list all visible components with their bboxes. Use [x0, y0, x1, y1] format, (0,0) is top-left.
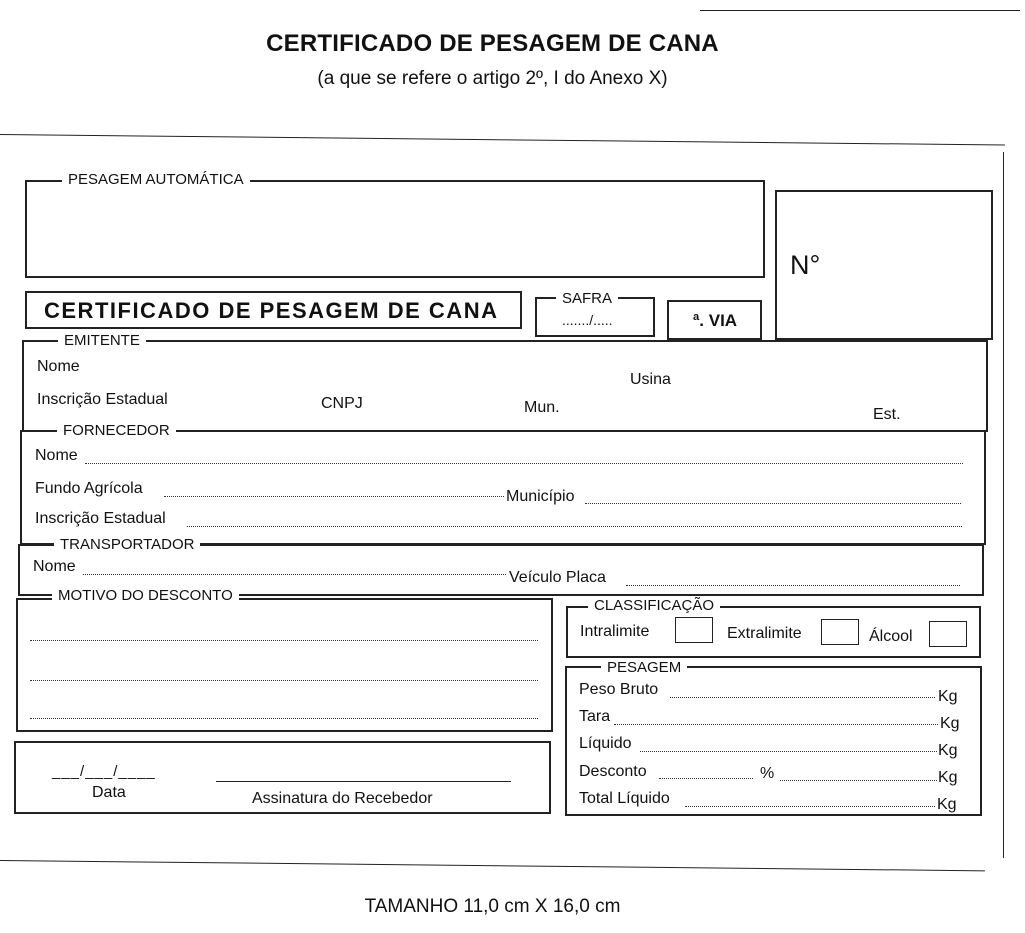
emitente-mun-label: Mun. — [524, 399, 560, 416]
pesagem-automatica-box — [25, 180, 765, 278]
emitente-legend: EMITENTE — [58, 333, 146, 349]
classificacao-extralimite-label: Extralimite — [727, 625, 802, 642]
tara-unit: Kg — [940, 715, 960, 732]
fornecedor-inscricao-line[interactable] — [187, 526, 962, 527]
fornecedor-nome-label: Nome — [35, 447, 78, 464]
assinatura-label: Assinatura do Recebedor — [252, 790, 433, 807]
emitente-est-label: Est. — [873, 406, 901, 423]
transportador-nome-label: Nome — [33, 558, 76, 575]
emitente-inscricao-label: Inscrição Estadual — [37, 391, 168, 408]
signature-line[interactable] — [216, 781, 511, 782]
motivo-box — [16, 598, 553, 732]
peso-bruto-label: Peso Bruto — [579, 681, 659, 698]
fornecedor-municipio-line[interactable] — [585, 503, 961, 504]
classificacao-alcool-checkbox[interactable] — [929, 621, 967, 647]
classificacao-intralimite-label: Intralimite — [580, 623, 650, 640]
liquido-line[interactable] — [640, 751, 937, 752]
transportador-veiculo-label: Veículo Placa — [509, 569, 606, 586]
liquido-unit: Kg — [938, 742, 958, 759]
emitente-box — [22, 340, 988, 432]
peso-bruto-line[interactable] — [670, 697, 935, 698]
certificado-title: CERTIFICADO DE PESAGEM DE CANA — [44, 298, 499, 323]
transportador-nome-line[interactable] — [83, 574, 506, 575]
date-field[interactable]: ___/___/____ — [52, 763, 156, 780]
top-edge-line — [700, 10, 1020, 11]
data-label: Data — [92, 784, 126, 801]
form-bottom-line — [0, 860, 985, 871]
emitente-usina-label: Usina — [630, 371, 671, 388]
page-subtitle: (a que se refere o artigo 2º, I do Anexo X) — [317, 68, 668, 89]
total-liquido-unit: Kg — [937, 796, 957, 813]
fornecedor-fundo-line[interactable] — [164, 496, 504, 497]
motivo-line-3[interactable] — [30, 718, 538, 719]
desconto-kg-line[interactable] — [780, 780, 937, 781]
pesagem-automatica-legend: PESAGEM AUTOMÁTICA — [62, 172, 250, 188]
safra-legend: SAFRA — [556, 291, 618, 307]
via-label: ª. VIA — [693, 311, 738, 330]
desconto-line[interactable] — [659, 778, 753, 779]
motivo-line-2[interactable] — [30, 680, 538, 681]
classificacao-alcool-label: Álcool — [869, 628, 913, 645]
desconto-label: Desconto — [579, 763, 647, 780]
emitente-nome-label: Nome — [37, 358, 80, 375]
motivo-legend: MOTIVO DO DESCONTO — [52, 588, 239, 604]
page-title: CERTIFICADO DE PESAGEM DE CANA — [266, 30, 719, 57]
fornecedor-fundo-label: Fundo Agrícola — [35, 480, 143, 497]
fornecedor-legend: FORNECEDOR — [57, 423, 176, 439]
fornecedor-inscricao-label: Inscrição Estadual — [35, 510, 166, 527]
classificacao-intralimite-checkbox[interactable] — [675, 617, 713, 643]
liquido-label: Líquido — [579, 735, 632, 752]
motivo-line-1[interactable] — [30, 640, 538, 641]
transportador-veiculo-line[interactable] — [626, 585, 960, 586]
form-right-edge — [1003, 152, 1004, 858]
total-liquido-line[interactable] — [685, 806, 935, 807]
safra-value: ......./..... — [562, 312, 613, 328]
tara-line[interactable] — [614, 724, 938, 725]
desconto-percent: % — [760, 765, 775, 782]
tara-label: Tara — [579, 708, 611, 725]
numero-label: N° — [790, 250, 821, 280]
form-top-line — [0, 134, 1005, 146]
total-liquido-label: Total Líquido — [579, 790, 670, 807]
pesagem-legend: PESAGEM — [601, 660, 687, 676]
emitente-cnpj-label: CNPJ — [321, 395, 363, 412]
fornecedor-nome-line[interactable] — [85, 463, 963, 464]
classificacao-extralimite-checkbox[interactable] — [821, 619, 859, 645]
fornecedor-municipio-label: Município — [506, 488, 575, 505]
size-caption: TAMANHO 11,0 cm X 16,0 cm — [364, 896, 621, 917]
transportador-legend: TRANSPORTADOR — [54, 537, 200, 553]
desconto-unit: Kg — [938, 769, 958, 786]
classificacao-legend: CLASSIFICAÇÃO — [588, 598, 720, 614]
peso-bruto-unit: Kg — [938, 688, 958, 705]
